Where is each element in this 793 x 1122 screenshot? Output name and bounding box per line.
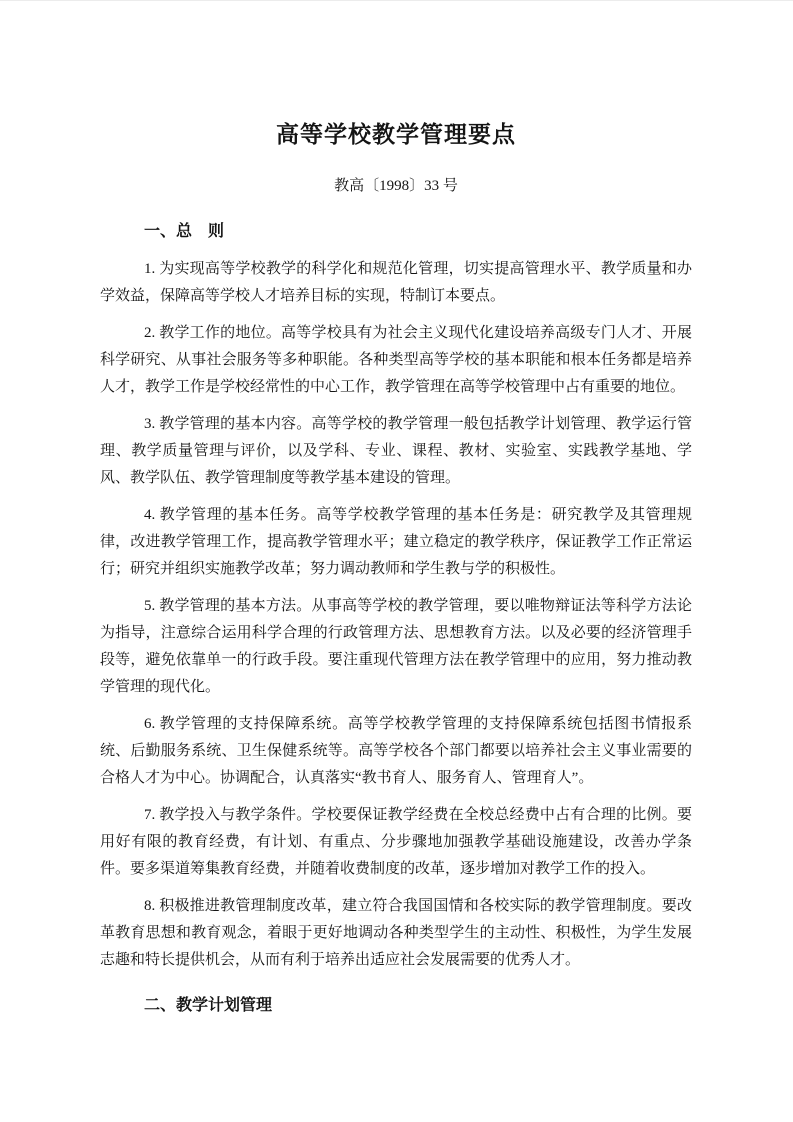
paragraph-8: 8. 积极推进教管理制度改革，建立符合我国国情和各校实际的教学管理制度。要改革教育思想和教育观念，着眼于更好地调动各种类型学生的主动性、积极性，为学生发展志趣和特长提供机会，从而有利于培养出适应社会发展需要的优秀人才。: [100, 898, 692, 968]
paragraph-3: 3. 教学管理的基本内容。高等学校的教学管理一般包括教学计划管理、教学运行管理、教学质量管理与评价，以及学科、专业、课程、教材、实验室、实践教学基地、学风、教学队伍、教学管理制度等教学基本建设的管理。: [100, 416, 692, 486]
paragraph-2: 2. 教学工作的地位。高等学校具有为社会主义现代化建设培养高级专门人才、开展科学研究、从事社会服务等多种职能。各种类型高等学校的基本职能和根本任务都是培养人才，教学工作是学校经常性的中心工作，教学管理在高等学校管理中占有重要的地位。: [100, 325, 692, 395]
paragraph-6: 6. 教学管理的支持保障系统。高等学校教学管理的支持保障系统包括图书情报系统、后勤服务系统、卫生保健系统等。高等学校各个部门都要以培养社会主义事业需要的合格人才为中心。协调配合，认真落实“教书育人、服务育人、管理育人”。: [100, 716, 692, 786]
paragraph-7: 7. 教学投入与教学条件。学校要保证教学经费在全校总经费中占有合理的比例。要用好有限的教育经费，有计划、有重点、分步骤地加强教学基础设施建设，改善办学条件。要多渠道筹集教育经费，并随着收费制度的改革，逐步增加对教学工作的投入。: [100, 807, 692, 877]
document-content: [0, 118, 793, 1017]
paragraph-1: 1. 为实现高等学校教学的科学化和规范化管理，切实提高管理水平、教学质量和办学效益，保障高等学校人才培养目标的实现，特制订本要点。: [100, 261, 692, 304]
section-heading-teaching-plan-management: 二、教学计划管理: [144, 997, 273, 1014]
paragraph-5: 5. 教学管理的基本方法。从事高等学校的教学管理，要以唯物辩证法等科学方法论为指导，注意综合运用科学合理的行政管理方法、思想教育方法。以及必要的经济管理手段等，避免依靠单一的行政手段。要注重现代管理方法在教学管理中的应用，努力推动教学管理的现代化。: [100, 598, 692, 695]
paragraph-4: 4. 教学管理的基本任务。高等学校教学管理的基本任务是：研究教学及其管理规律，改进教学管理工作，提高教学管理水平；建立稳定的教学秩序，保证教学工作正常运行；研究并组织实施教学改革；努力调动教师和学生教与学的积极性。: [100, 507, 692, 577]
document-number: 教高〔1998〕33 号: [334, 178, 458, 194]
section-heading-general-rules: 一、总 则: [144, 223, 225, 240]
document-title: 高等学校教学管理要点: [276, 122, 516, 147]
